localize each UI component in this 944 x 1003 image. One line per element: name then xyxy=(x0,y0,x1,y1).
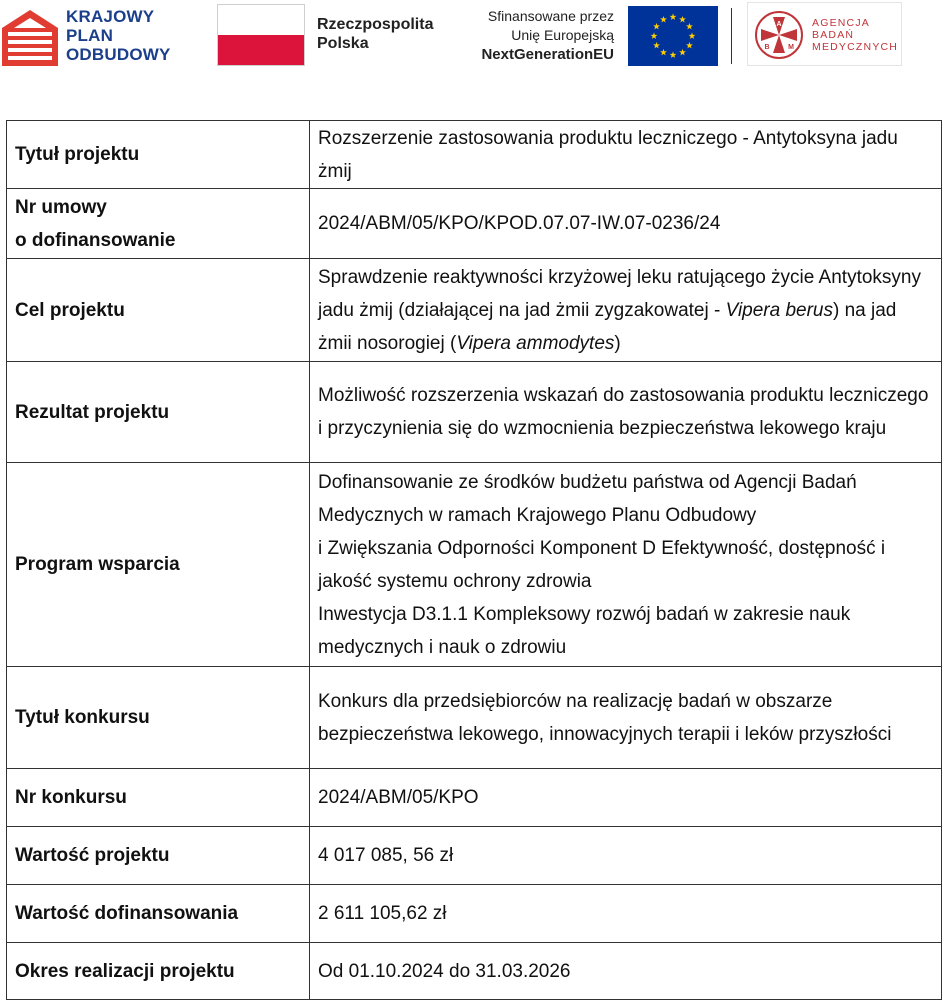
row-label-implementation-period: Okres realizacji projektu xyxy=(7,943,310,1000)
abm-logo-line: MEDYCZNYCH xyxy=(812,41,899,53)
row-value-funding-value: 2 611 105,62 zł xyxy=(310,885,942,943)
species-name-italic: Vipera berus xyxy=(725,299,833,321)
row-value-support-program xyxy=(310,463,942,667)
eu-star-icon xyxy=(670,51,677,58)
table-row xyxy=(7,885,942,943)
row-label-competition-number: Nr konkursu xyxy=(7,769,310,827)
row-label-project-goal: Cel projektu xyxy=(7,259,310,362)
abm-logo-line: AGENCJA xyxy=(812,17,870,29)
row-label-project-value: Wartość projektu xyxy=(7,827,310,885)
label-line: o dofinansowanie xyxy=(15,229,176,251)
row-value-competition-number: 2024/ABM/05/KPO xyxy=(310,769,942,827)
project-info-table xyxy=(6,120,942,1000)
eu-star-icon xyxy=(679,16,686,23)
value-text-segment: Sprawdzenie reaktywności krzyżowej leku ratującego życie Antytoksyny jadu żmij (działającej na jad żmii zygzakowatej - xyxy=(318,266,921,321)
value-paragraph: Inwestycja D3.1.1 Kompleksowy rozwój badań w zakresie nauk medycznych i nauk o zdrowiu xyxy=(318,603,851,658)
value-paragraph: Dofinansowanie ze środków budżetu państwa od Agencji Badań Medycznych w ramach Krajowego Planu Odbudowy xyxy=(318,471,857,526)
poland-logo-line: Rzeczpospolita xyxy=(317,16,434,33)
row-value-agreement-number: 2024/ABM/05/KPO/KPOD.07.07-IW.07-0236/24 xyxy=(310,189,942,259)
row-label-agreement-number xyxy=(7,189,310,259)
eu-star-icon xyxy=(670,13,677,20)
row-label-funding-value: Wartość dofinansowania xyxy=(7,885,310,943)
kpo-logo xyxy=(0,4,190,66)
table-row xyxy=(7,463,942,667)
row-value-project-title: Rozszerzenie zastosowania produktu leczniczego - Antytoksyna jadu żmij xyxy=(310,121,942,189)
table-row xyxy=(7,943,942,1000)
eu-logo-line: Unię Europejską xyxy=(511,27,614,43)
polish-flag-icon xyxy=(217,4,305,66)
row-value-project-value: 4 017 085, 56 zł xyxy=(310,827,942,885)
table-row xyxy=(7,667,942,769)
eu-star-icon xyxy=(660,16,667,23)
row-label-project-result: Rezultat projektu xyxy=(7,362,310,463)
eu-star-icon xyxy=(686,42,693,49)
eu-star-icon xyxy=(686,23,693,30)
eu-logo-line: NextGenerationEU xyxy=(481,46,614,63)
abm-emblem-letter: M xyxy=(788,44,794,51)
eu-logo xyxy=(462,4,722,66)
label-line: Nr umowy xyxy=(15,196,107,218)
row-value-project-goal xyxy=(310,259,942,362)
eu-star-icon xyxy=(653,23,660,30)
poland-logo xyxy=(217,4,442,66)
eu-star-icon xyxy=(653,42,660,49)
eu-star-icon xyxy=(651,32,658,39)
abm-emblem-letter: A xyxy=(776,21,782,28)
eu-logo-line: Sfinansowane przez xyxy=(487,8,614,24)
row-label-support-program: Program wsparcia xyxy=(7,463,310,667)
kpo-emblem-icon xyxy=(2,6,58,66)
abm-emblem-icon xyxy=(753,10,805,60)
table-row xyxy=(7,362,942,463)
row-value-competition-title: Konkurs dla przedsiębiorców na realizację badań w obszarze bezpieczeństwa lekowego, innowacyjnych terapii i leków przyszłości xyxy=(310,667,942,769)
kpo-logo-line: KRAJOWY xyxy=(66,7,155,26)
value-paragraph: i Zwiększania Odporności Komponent D Efektywność, dostępność i jakość systemu ochrony zdrowia xyxy=(318,537,886,592)
abm-emblem-letter: B xyxy=(764,44,770,51)
table-row xyxy=(7,769,942,827)
species-name-italic: Vipera ammodytes xyxy=(456,332,615,354)
table-row xyxy=(7,259,942,362)
row-value-implementation-period: Od 01.10.2024 do 31.03.2026 xyxy=(310,943,942,1000)
row-label-competition-title: Tytuł konkursu xyxy=(7,667,310,769)
row-value-project-result: Możliwość rozszerzenia wskazań do zastosowania produktu leczniczego i przyczynienia się do wzmocnienia bezpieczeństwa lekowego kraju xyxy=(310,362,942,463)
eu-flag-icon xyxy=(628,6,718,66)
abm-logo xyxy=(747,2,902,66)
poland-logo-line: Polska xyxy=(317,35,369,52)
row-label-project-title: Tytuł projektu xyxy=(7,121,310,189)
value-text-segment: ) xyxy=(614,332,621,354)
eu-star-icon xyxy=(689,32,696,39)
table-row xyxy=(7,189,942,259)
kpo-logo-line: PLAN xyxy=(66,26,114,45)
eu-star-icon xyxy=(660,49,667,56)
eu-star-icon xyxy=(679,49,686,56)
logo-strip xyxy=(0,0,944,70)
table-row xyxy=(7,827,942,885)
table-row xyxy=(7,121,942,189)
abm-logo-line: BADAŃ xyxy=(812,29,855,41)
kpo-logo-line: ODBUDOWY xyxy=(66,45,171,64)
logo-divider xyxy=(731,8,732,64)
value-text-segment: ) na jad żmii nosorogiej ( xyxy=(318,299,897,354)
